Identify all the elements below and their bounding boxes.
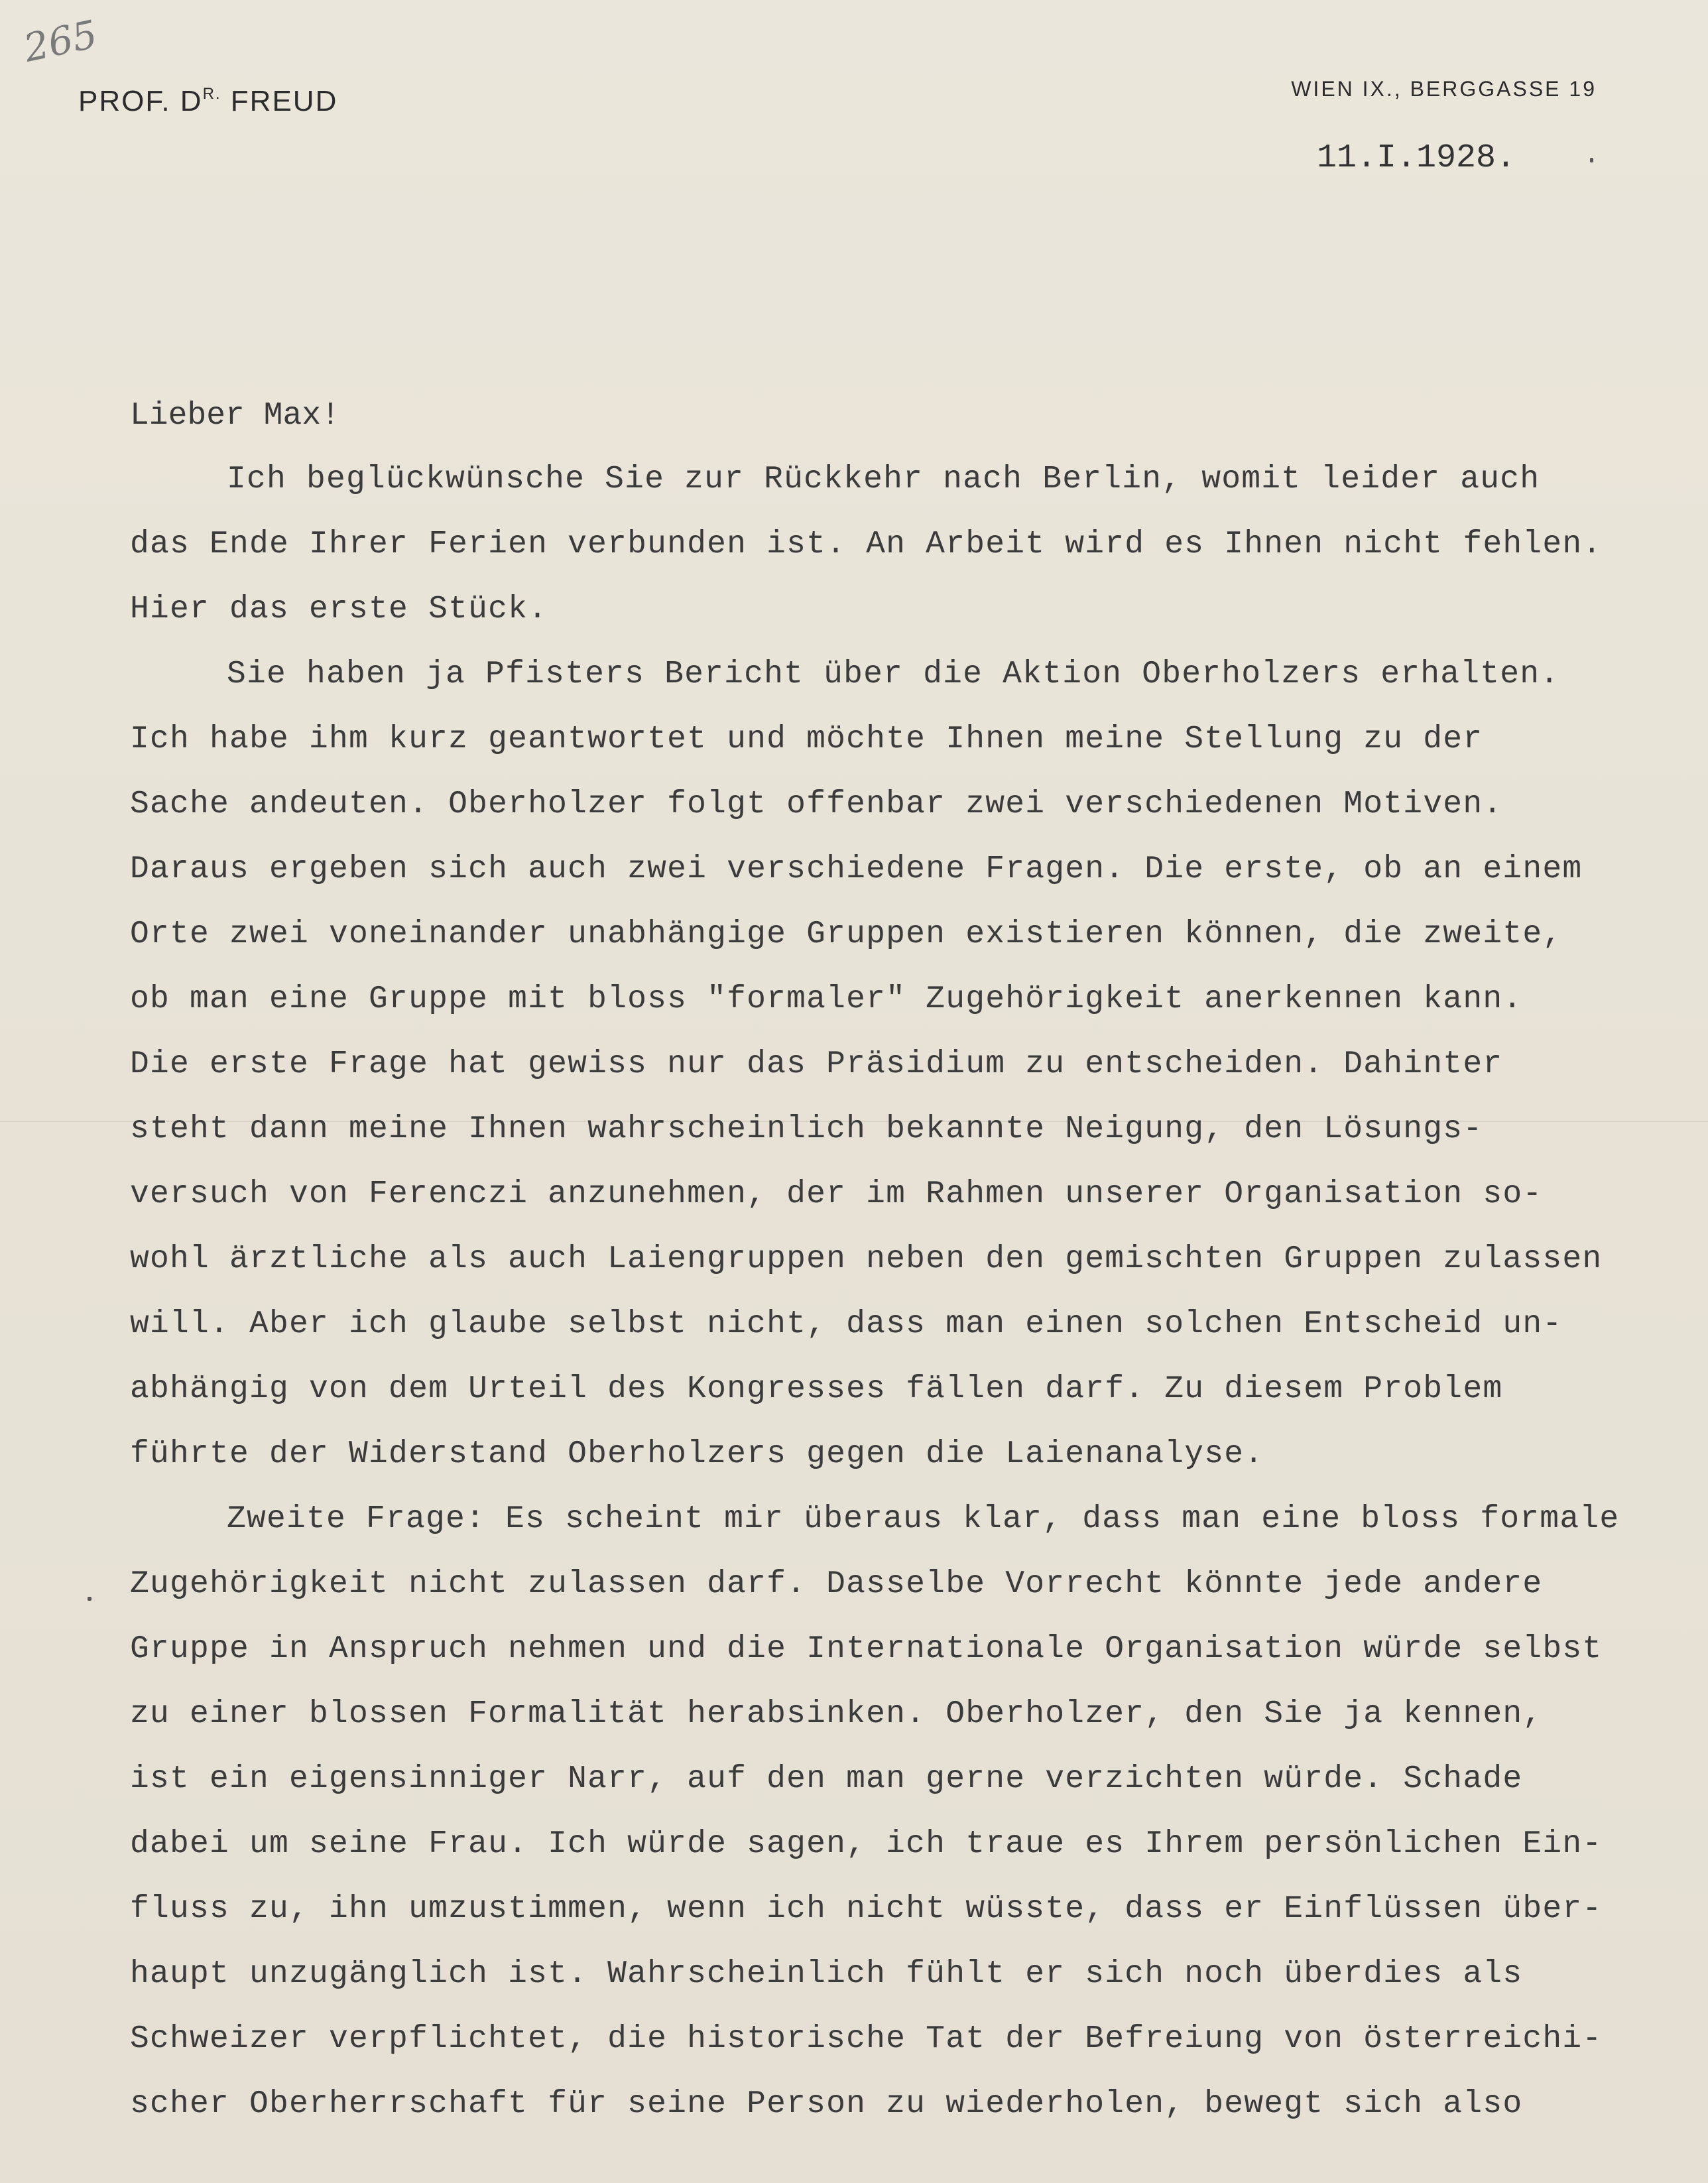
body-line: Die erste Frage hat gewiss nur das Präsidium zu entscheiden. Dahinter <box>130 1046 1503 1082</box>
body-line: abhängig von dem Urteil des Kongresses fällen darf. Zu diesem Problem <box>130 1371 1503 1407</box>
body-line: haupt unzugänglich ist. Wahrscheinlich fühlt er sich noch überdies als <box>130 1956 1523 1992</box>
body-line: Daraus ergeben sich auch zwei verschiedene Fragen. Die erste, ob an einem <box>130 851 1583 887</box>
body-line: wohl ärztliche als auch Laiengruppen neben den gemischten Gruppen zulassen <box>130 1241 1603 1277</box>
letterhead-name-superscript: R. <box>202 85 221 103</box>
salutation: Lieber Max! <box>130 398 340 434</box>
body-line: scher Oberherrschaft für seine Person zu wiederholen, bewegt sich also <box>130 2086 1523 2122</box>
body-line: Ich habe ihm kurz geantwortet und möchte Ihnen meine Stellung zu der <box>130 721 1483 757</box>
body-line: führte der Widerstand Oberholzers gegen die Laienanalyse. <box>130 1436 1264 1472</box>
letterhead-address: WIEN IX., BERGGASSE 19 <box>1291 77 1597 101</box>
body-line: will. Aber ich glaube selbst nicht, dass man einen solchen Entscheid un- <box>130 1306 1563 1342</box>
body-line: Ich beglückwünsche Sie zur Rückkehr nach Berlin, womit leider auch <box>227 462 1540 497</box>
ink-speck <box>88 1597 91 1601</box>
bleed-through <box>93 199 1578 233</box>
ink-speck <box>1590 158 1593 162</box>
body-line: Orte zwei voneinander unabhängige Gruppen existieren können, die zweite, <box>130 916 1563 952</box>
body-line: das Ende Ihrer Ferien verbunden ist. An Arbeit wird es Ihnen nicht fehlen. <box>130 527 1603 562</box>
letterhead-name-prefix: PROF. D <box>78 85 203 117</box>
letterhead-name-suffix: FREUD <box>221 85 338 117</box>
body-line: Gruppe in Anspruch nehmen und die Internationale Organisation würde selbst <box>130 1631 1603 1667</box>
body-line: Sie haben ja Pfisters Bericht über die Aktion Oberholzers erhalten. <box>227 656 1560 692</box>
body-line: Zugehörigkeit nicht zulassen darf. Dasselbe Vorrecht könnte jede andere <box>130 1566 1543 1602</box>
body-line: Hier das erste Stück. <box>130 592 548 627</box>
body-line: versuch von Ferenczi anzunehmen, der im Rahmen unserer Organisation so- <box>130 1176 1543 1212</box>
body-line: steht dann meine Ihnen wahrscheinlich bekannte Neigung, den Lösungs- <box>130 1111 1483 1147</box>
body-line: Schweizer verpflichtet, die historische Tat der Befreiung von österreichi- <box>130 2021 1603 2057</box>
body-line: Zweite Frage: Es scheint mir überaus klar, dass man eine bloss formale <box>227 1501 1620 1537</box>
body-line: ob man eine Gruppe mit bloss "formaler" Zugehörigkeit anerkennen kann. <box>130 981 1523 1017</box>
body-line: dabei um seine Frau. Ich würde sagen, ich traue es Ihrem persönlichen Ein- <box>130 1826 1603 1862</box>
letterhead-name <box>78 85 337 118</box>
body-line: fluss zu, ihn umzustimmen, wenn ich nicht wüsste, dass er Einflüssen über- <box>130 1891 1603 1927</box>
body-line: Sache andeuten. Oberholzer folgt offenbar zwei verschiedenen Motiven. <box>130 786 1503 822</box>
body-line: ist ein eigensinniger Narr, auf den man gerne verzichten würde. Schade <box>130 1761 1523 1797</box>
letter-date: 11.I.1928. <box>1317 139 1516 177</box>
archive-number: 265 <box>20 11 101 71</box>
body-line: zu einer blossen Formalität herabsinken. Oberholzer, den Sie ja kennen, <box>130 1696 1543 1732</box>
